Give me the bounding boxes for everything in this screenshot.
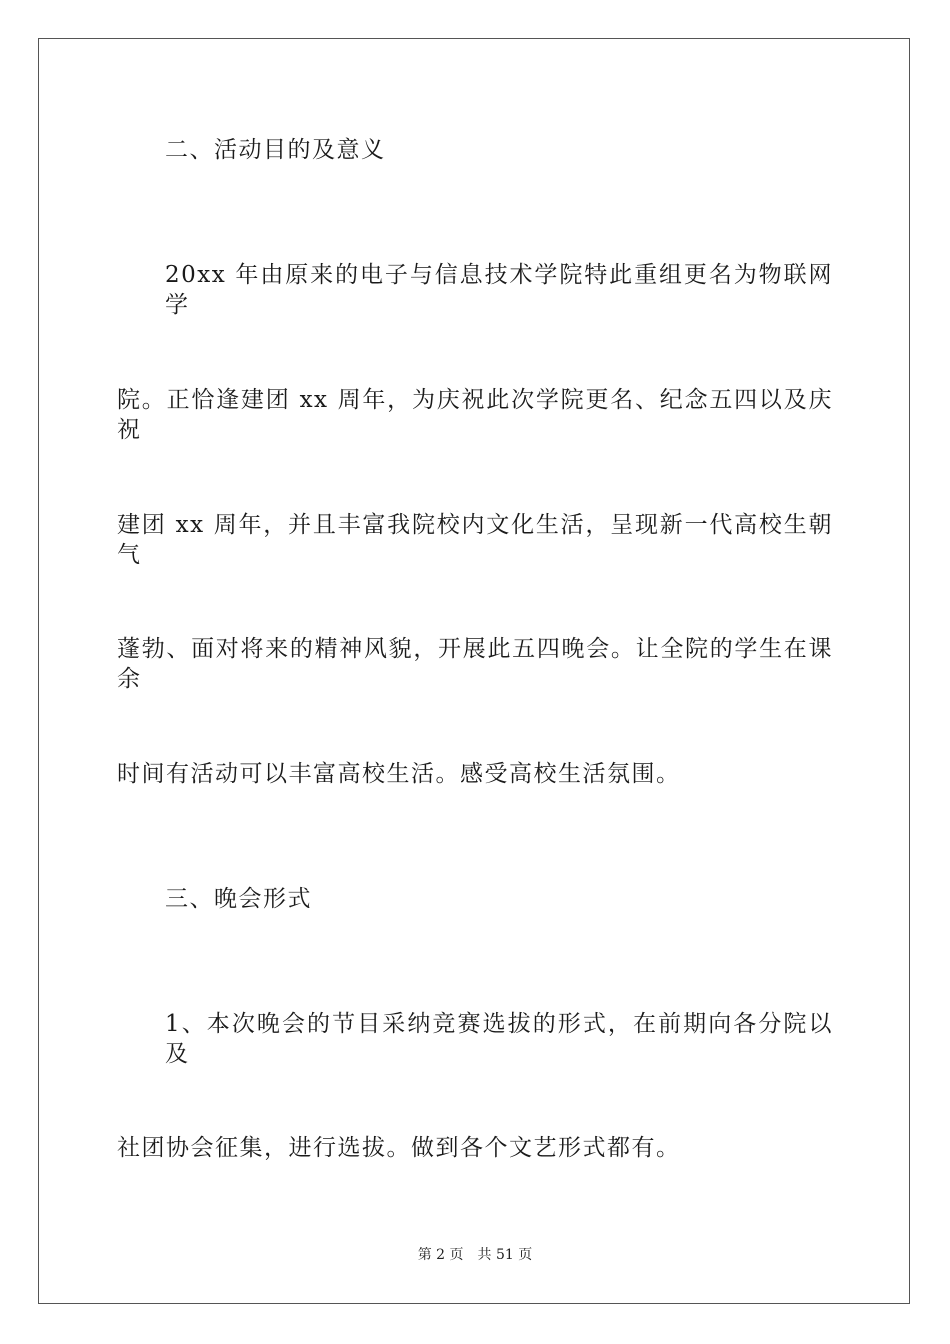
paragraph-line: 社团协会征集，进行选拔。做到各个文艺形式都有。 xyxy=(117,1135,681,1161)
section-heading-format: 三、晚会形式 xyxy=(165,886,312,912)
paragraph-line: 蓬勃、面对将来的精神风貌，开展此五四晚会。让全院的学生在课余 xyxy=(117,636,833,692)
paragraph-line: 院。正恰逢建团 xx 周年，为庆祝此次学院更名、纪念五四以及庆祝 xyxy=(117,387,833,443)
paragraph-line: 1、本次晚会的节目采纳竞赛选拔的形式，在前期向各分院以及 xyxy=(165,1011,833,1067)
paragraph-line: 20xx 年由原来的电子与信息技术学院特此重组更名为物联网学 xyxy=(165,262,833,318)
paragraph-line: 建团 xx 周年，并且丰富我院校内文化生活，呈现新一代高校生朝气 xyxy=(117,512,833,568)
section-heading-goals: 二、活动目的及意义 xyxy=(165,137,386,163)
paragraph-line: 时间有活动可以丰富高校生活。感受高校生活氛围。 xyxy=(117,761,681,787)
page-footer xyxy=(0,1246,950,1264)
page-number: 第 2 页 xyxy=(417,1247,464,1263)
page-total: 共 51 页 xyxy=(477,1247,533,1263)
